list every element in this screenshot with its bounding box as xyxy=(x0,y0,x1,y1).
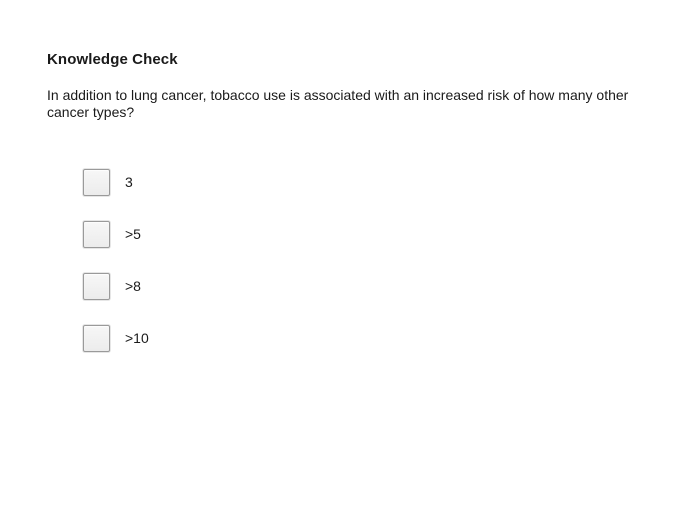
answer-option-gt-8[interactable] xyxy=(83,271,149,302)
answer-option-gt-10[interactable] xyxy=(83,323,149,354)
answer-checkbox[interactable] xyxy=(83,169,110,196)
answer-checkbox[interactable] xyxy=(83,221,110,248)
quiz-title: Knowledge Check xyxy=(47,51,178,68)
answer-option-3[interactable] xyxy=(83,167,149,198)
answer-checkbox[interactable] xyxy=(83,325,110,352)
answer-options xyxy=(83,167,149,375)
answer-label: >5 xyxy=(125,226,141,242)
question-text: In addition to lung cancer, tobacco use is associated with an increased risk of how many other cancer types? xyxy=(47,87,629,120)
answer-label: 3 xyxy=(125,174,133,190)
knowledge-check-panel xyxy=(47,50,667,121)
answer-label: >10 xyxy=(125,330,149,346)
answer-label: >8 xyxy=(125,278,141,294)
answer-option-gt-5[interactable] xyxy=(83,219,149,250)
answer-checkbox[interactable] xyxy=(83,273,110,300)
